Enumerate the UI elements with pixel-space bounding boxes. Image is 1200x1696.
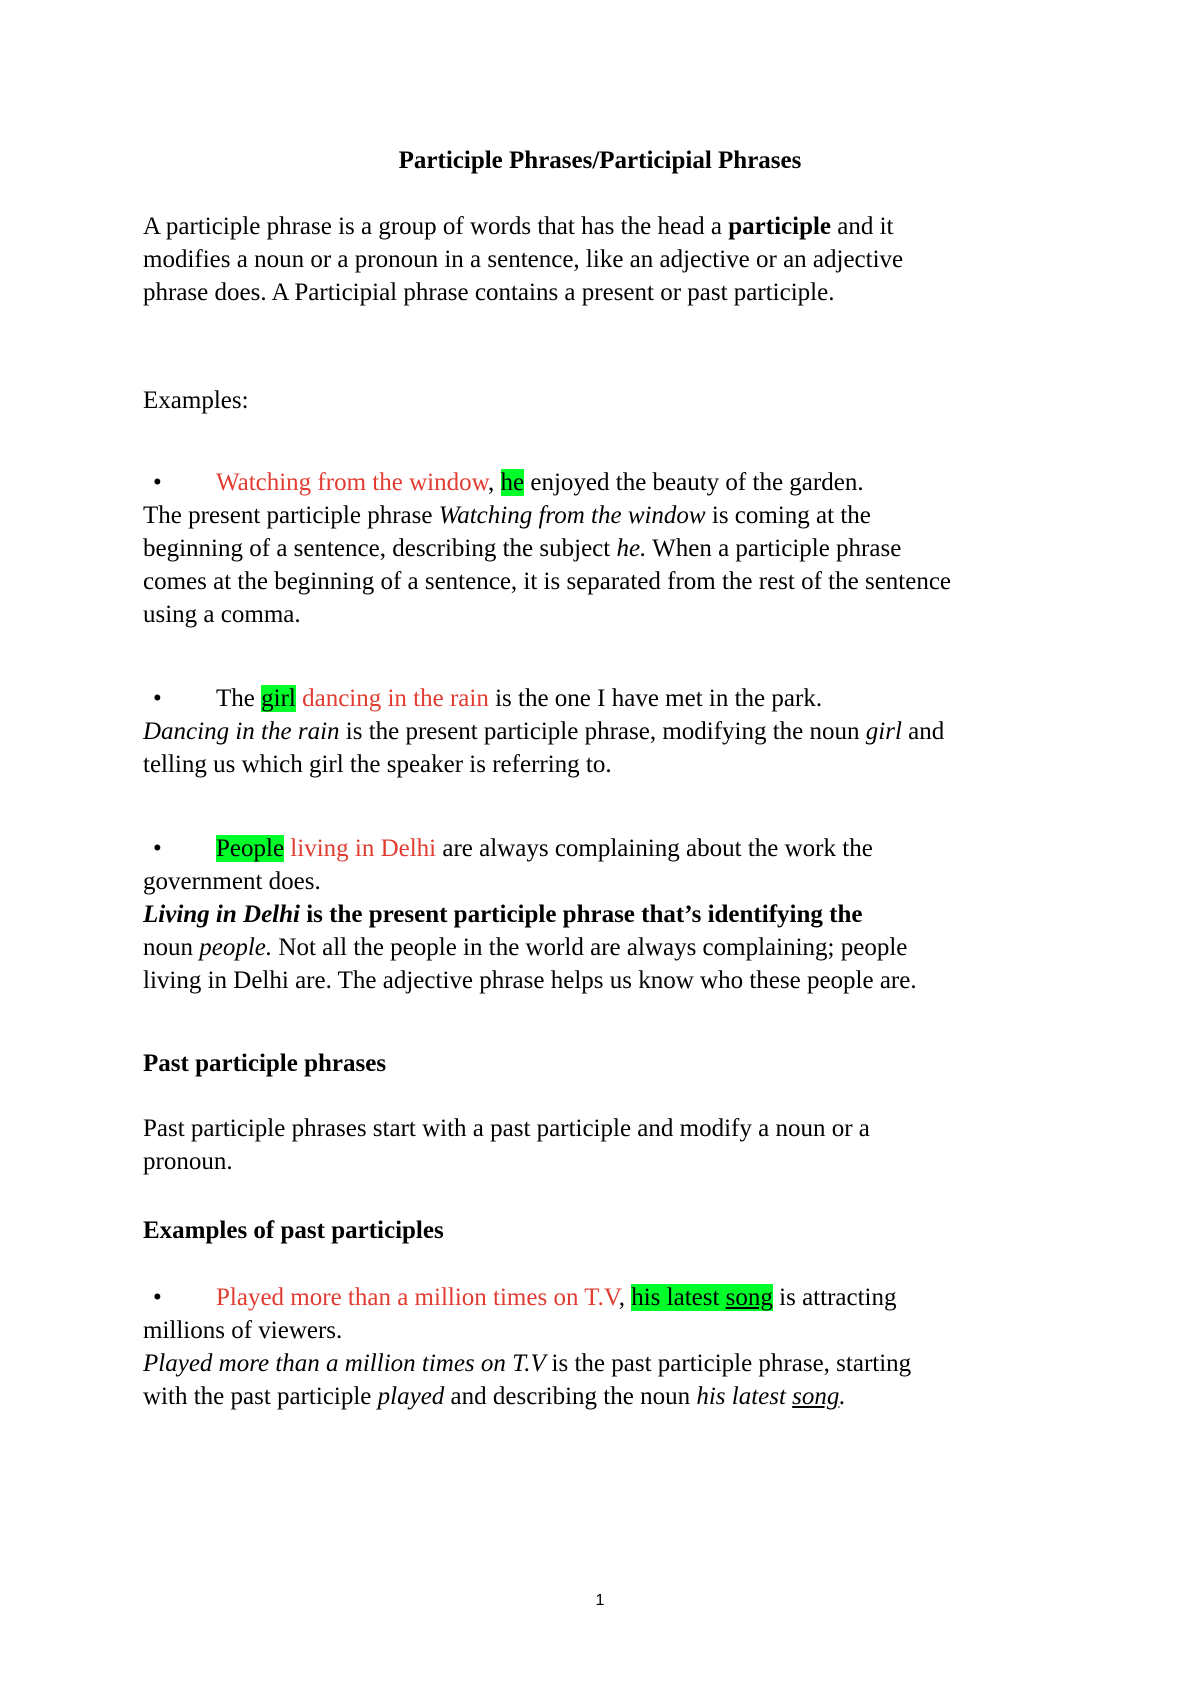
participle-phrase: living in Delhi xyxy=(284,835,437,862)
explanation-line xyxy=(143,931,1078,964)
text: . xyxy=(839,1383,846,1410)
italic-phrase: he. xyxy=(616,535,647,562)
participle-phrase: dancing in the rain xyxy=(295,685,489,712)
text: enjoyed the beauty of the garden. xyxy=(524,469,864,496)
text: is coming at the xyxy=(705,502,871,529)
bullet-item xyxy=(143,832,1078,865)
past-participle-section xyxy=(143,1047,1078,1080)
intro-line: modifies a noun or a pronoun in a sentence, like an adjective or an adjective xyxy=(143,246,904,273)
bullet-continuation: millions of viewers. xyxy=(143,1317,343,1344)
participle-phrase: Watching from the window xyxy=(216,469,488,496)
text: is the past participle phrase, starting xyxy=(551,1350,912,1377)
bullet-item xyxy=(143,466,1078,499)
text: noun xyxy=(143,934,200,961)
text: , xyxy=(618,1284,632,1311)
bold-term: participle xyxy=(728,213,832,240)
text: When a participle phrase xyxy=(646,535,902,562)
italic-phrase: his latest xyxy=(696,1383,793,1410)
text: and xyxy=(901,718,945,745)
bullet-icon: • xyxy=(153,469,162,496)
page-title: Participle Phrases/Participial Phrases xyxy=(398,147,802,174)
bullet-icon: • xyxy=(153,685,162,712)
explanation-line xyxy=(143,898,1078,931)
text: A participle phrase is a group of words that has the head a xyxy=(143,213,729,240)
text: is the one I have met in the park. xyxy=(488,685,823,712)
text: with the past participle xyxy=(143,1383,378,1410)
description-line: pronoun. xyxy=(143,1148,233,1175)
section-heading: Past participle phrases xyxy=(143,1050,387,1077)
italic-phrase: Played more than a million times on T.V xyxy=(143,1350,552,1377)
past-examples-heading-block xyxy=(143,1214,1078,1247)
italic-phrase: Living in Delhi xyxy=(143,901,300,928)
text: The xyxy=(216,685,262,712)
intro-line xyxy=(143,210,1078,243)
bullet-item xyxy=(143,1281,1078,1314)
italic-phrase: people. xyxy=(199,934,273,961)
highlighted-noun xyxy=(631,1284,773,1311)
highlighted-noun: People xyxy=(216,835,285,862)
bullet-continuation: government does. xyxy=(143,868,321,895)
past-participle-description xyxy=(143,1112,1078,1178)
text: and it xyxy=(831,213,894,240)
text: is the present participle phrase that’s identifying the xyxy=(299,901,863,928)
explanation-line: using a comma. xyxy=(143,601,301,628)
text: his latest xyxy=(631,1284,726,1311)
bullet-icon: • xyxy=(153,835,162,862)
text: The present participle phrase xyxy=(143,502,439,529)
example-1 xyxy=(143,466,1078,631)
text: is attracting xyxy=(772,1284,897,1311)
explanation-line: comes at the beginning of a sentence, it is separated from the rest of the sentence xyxy=(143,568,952,595)
text: beginning of a sentence, describing the subject xyxy=(143,535,617,562)
bullet-icon: • xyxy=(153,1284,162,1311)
examples-label-text: Examples: xyxy=(143,387,249,414)
example-4 xyxy=(143,1281,1078,1413)
italic-phrase: Dancing in the rain xyxy=(143,718,340,745)
text: , xyxy=(488,469,501,496)
page-number: 1 xyxy=(595,1592,605,1609)
explanation-line xyxy=(143,532,1078,565)
italic-phrase: Watching from the window xyxy=(438,502,706,529)
text: and describing the noun xyxy=(444,1383,697,1410)
participle-phrase: Played more than a million times on T.V xyxy=(216,1284,619,1311)
explanation-line: telling us which girl the speaker is referring to. xyxy=(143,751,612,778)
explanation-line xyxy=(143,715,1078,748)
italic-phrase: played xyxy=(377,1383,445,1410)
underlined-word: song xyxy=(725,1284,773,1311)
explanation-line xyxy=(143,1380,1078,1413)
text: is the present participle phrase, modifying the noun xyxy=(339,718,866,745)
examples-label xyxy=(143,384,1078,417)
bullet-item xyxy=(143,682,1078,715)
intro-paragraph xyxy=(143,210,1078,309)
text: are always complaining about the work the xyxy=(436,835,873,862)
intro-line: phrase does. A Participial phrase contains a present or past participle. xyxy=(143,279,835,306)
section-heading: Examples of past participles xyxy=(143,1217,444,1244)
explanation-line xyxy=(143,1347,1078,1380)
highlighted-noun: he xyxy=(500,469,525,496)
italic-underlined-word: song xyxy=(792,1383,840,1410)
explanation-line: living in Delhi are. The adjective phrase helps us know who these people are. xyxy=(143,967,917,994)
highlighted-noun: girl xyxy=(261,685,296,712)
example-2 xyxy=(143,682,1078,781)
explanation-line xyxy=(143,499,1078,532)
example-3 xyxy=(143,832,1078,997)
italic-phrase: girl xyxy=(865,718,902,745)
description-line: Past participle phrases start with a past participle and modify a noun or a xyxy=(143,1115,870,1142)
text: Not all the people in the world are always complaining; people xyxy=(272,934,908,961)
